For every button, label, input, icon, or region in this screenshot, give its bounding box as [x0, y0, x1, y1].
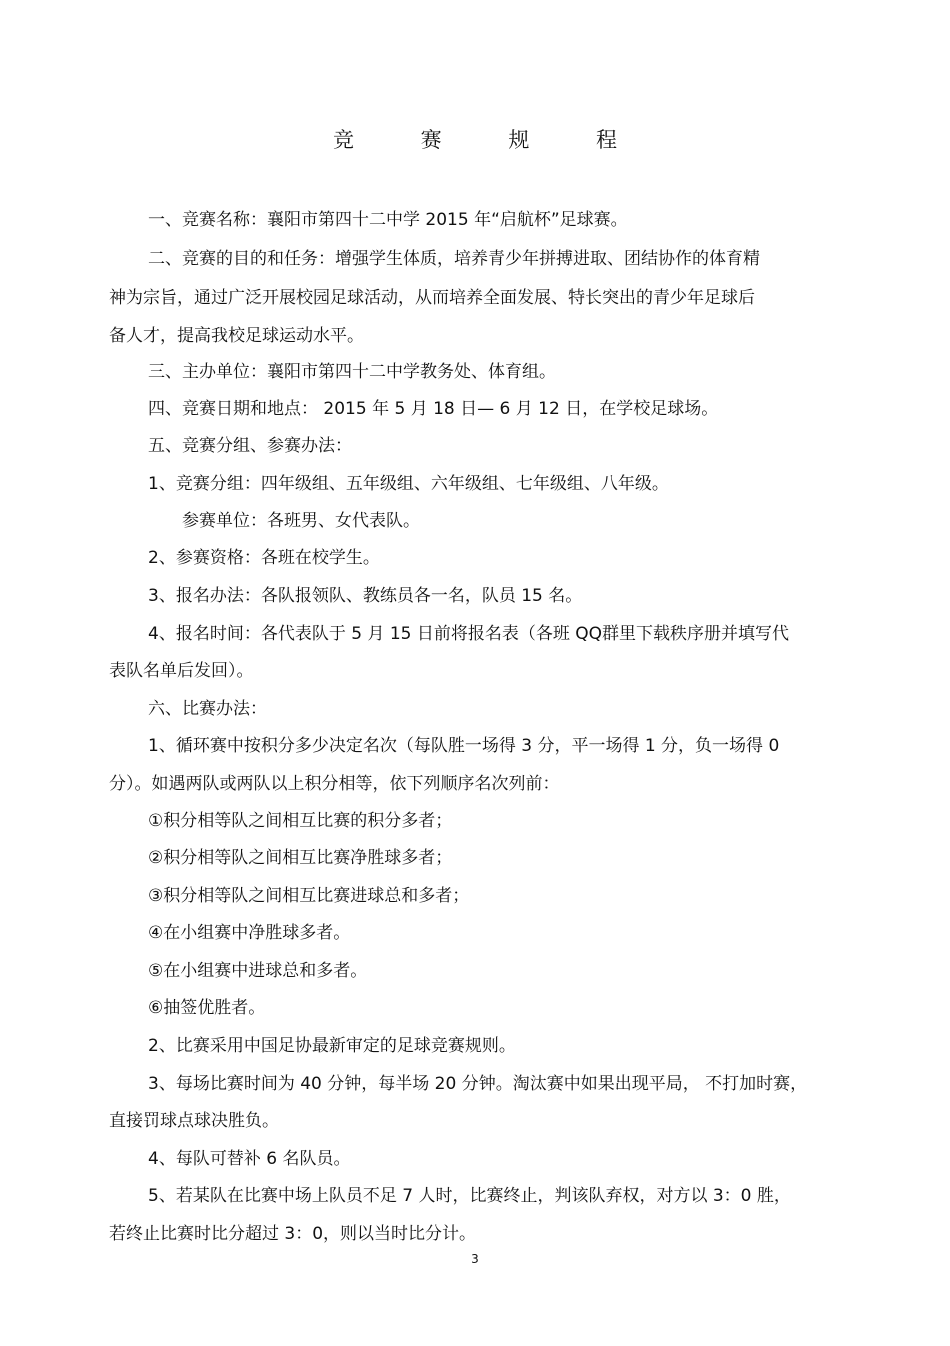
- paragraph-line: 1、循环赛中按积分多少决定名次（每队胜一场得 3 分，平一场得 1 分，负一场得 0: [148, 736, 780, 756]
- paragraph-line: 1、竞赛分组：四年级组、五年级组、六年级组、七年级组、八年级。: [148, 474, 669, 494]
- paragraph-line: 4、每队可替补 6 名队员。: [148, 1149, 351, 1169]
- paragraph-line: 4、报名时间：各代表队于 5 月 15 日前将报名表（各班 QQ群里下载秩序册并填写代: [148, 624, 790, 644]
- paragraph-line: 若终止比赛时比分超过 3：0，则以当时比分计。: [109, 1224, 477, 1244]
- paragraph-line: 直接罚球点球决胜负。: [109, 1111, 279, 1131]
- paragraph-line: 三、主办单位：襄阳市第四十二中学教务处、体育组。: [148, 362, 556, 382]
- paragraph-line: 表队名单后发回）。: [109, 661, 254, 681]
- page-number: 3: [471, 1252, 479, 1266]
- paragraph-line: 神为宗旨，通过广泛开展校园足球活动，从而培养全面发展、特长突出的青少年足球后: [109, 288, 755, 308]
- paragraph-line: 2、比赛采用中国足协最新审定的足球竞赛规则。: [148, 1036, 516, 1056]
- paragraph-line: 六、比赛办法：: [148, 699, 267, 719]
- paragraph-line: ⑥抽签优胜者。: [148, 998, 266, 1018]
- paragraph-line: ④在小组赛中净胜球多者。: [148, 923, 351, 943]
- paragraph-line: ③积分相等队之间相互比赛进球总和多者；: [148, 886, 470, 906]
- paragraph-line: ①积分相等队之间相互比赛的积分多者；: [148, 811, 453, 831]
- paragraph-line: 分）。如遇两队或两队以上积分相等，依下列顺序名次列前：: [109, 774, 560, 794]
- paragraph-line: 备人才，提高我校足球运动水平。: [109, 326, 364, 346]
- paragraph-line: 五、竞赛分组、参赛办法：: [148, 436, 352, 456]
- paragraph-line: 一、竞赛名称：襄阳市第四十二中学 2015 年“启航杯”足球赛。: [148, 210, 628, 230]
- paragraph-line: 5、若某队在比赛中场上队员不足 7 人时，比赛终止，判该队弃权，对方以 3：0 胜，: [148, 1186, 791, 1206]
- paragraph-line: 3、每场比赛时间为 40 分钟，每半场 20 分钟。淘汰赛中如果出现平局， 不打加时赛，: [148, 1074, 808, 1094]
- page-title: 竞 赛 规 程: [332, 128, 648, 152]
- paragraph-line: 3、报名办法：各队报领队、教练员各一名，队员 15 名。: [148, 586, 583, 606]
- paragraph-line: 四、竞赛日期和地点： 2015 年 5 月 18 日— 6 月 12 日，在学校足球场。: [148, 399, 719, 419]
- paragraph-line: 参赛单位：各班男、女代表队。: [182, 511, 420, 531]
- paragraph-line: 2、参赛资格：各班在校学生。: [148, 548, 380, 568]
- paragraph-line: 二、竞赛的目的和任务：增强学生体质，培养青少年拼搏进取、团结协作的体育精: [148, 249, 760, 269]
- paragraph-line: ②积分相等队之间相互比赛净胜球多者；: [148, 848, 453, 868]
- paragraph-line: ⑤在小组赛中进球总和多者。: [148, 961, 368, 981]
